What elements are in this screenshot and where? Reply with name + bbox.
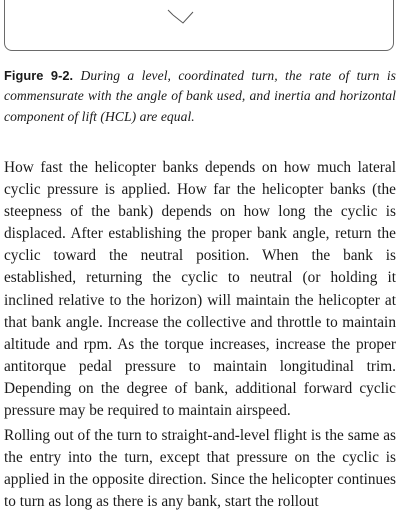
figure-illustration-fragment: [5, 0, 394, 51]
figure-caption-text: During a level, coordinated turn, the rate of turn is commensurate with the angle of bank used, and inertia and horizontal component of lift (HCL) are equal.: [4, 68, 396, 124]
figure-illustration-frame: [4, 0, 394, 51]
body-paragraph-2: Rolling out of the turn to straight-and-level flight is the same as the entry into the turn, except that pressure on the cyclic is applied in the opposite direction. Since the helicopter continues to turn as long as there is any bank, start the rollout: [4, 427, 396, 511]
figure-label: Figure 9-2.: [4, 68, 74, 83]
figure-arrow-fragment: [173, 12, 193, 23]
body-paragraph-1: How fast the helicopter banks depends on how much lateral cyclic pressure is applied. How far the helicopter banks (the steepness of the bank) depends on how long the cyclic is displaced. After establishing the proper bank angle, return the cyclic toward the neutral position. When the bank is established, returning the cyclic to neutral (or holding it inclined relative to the horizon) will maintain the helicopter at that bank angle. Increase the collective and throttle to maintain altitude and rpm. As the torque increases, increase the proper antitorque pedal pressure to maintain longitudinal trim. Depending on the degree of bank, additional forward cyclic pressure may be required to maintain airspeed.: [4, 159, 396, 420]
figure-line-fragment: [168, 10, 173, 15]
figure-caption: [4, 66, 396, 127]
